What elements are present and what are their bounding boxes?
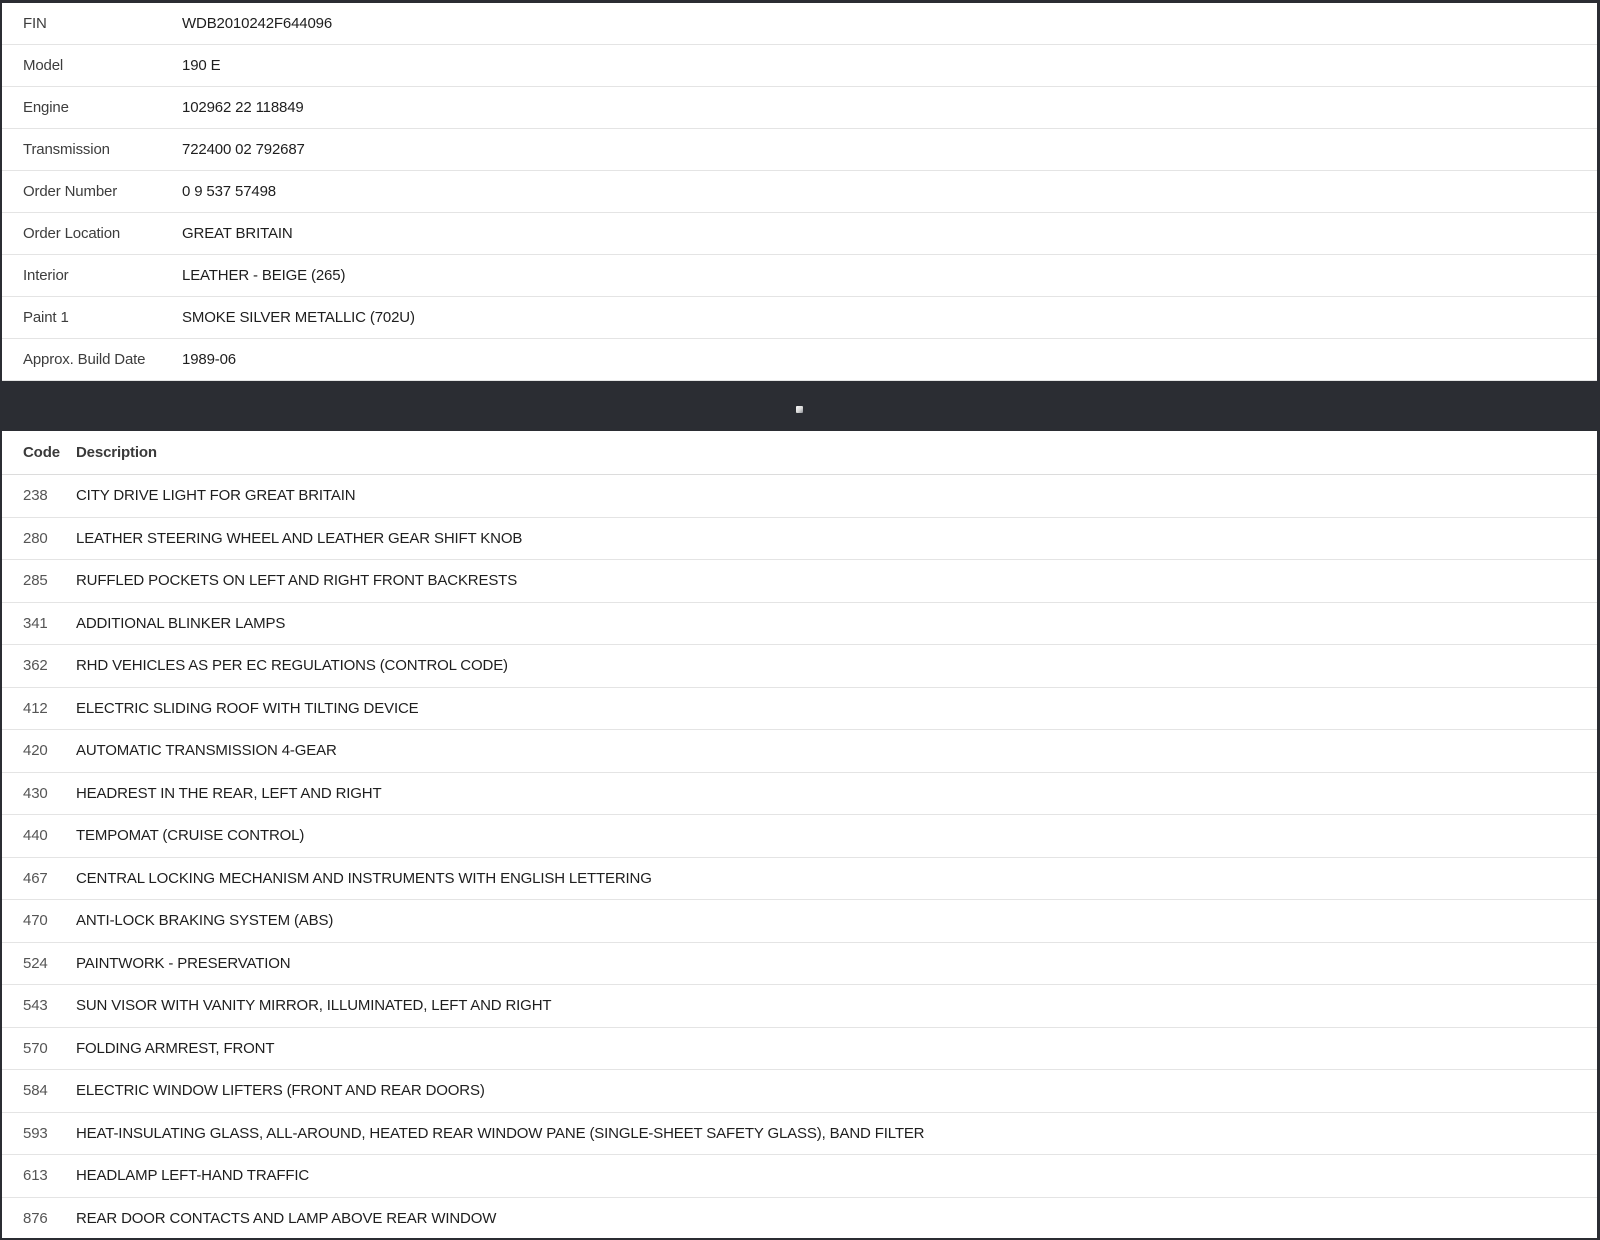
equipment-code-row	[2, 475, 1597, 518]
vehicle-info-row	[2, 87, 1597, 129]
code-cell: 238	[23, 487, 48, 505]
vehicle-info-value: 1989-06	[182, 351, 236, 368]
code-cell: 584	[23, 1082, 48, 1100]
image-placeholder-icon	[796, 406, 803, 413]
description-cell: TEMPOMAT (CRUISE CONTROL)	[76, 827, 305, 845]
code-cell: 570	[23, 1039, 48, 1057]
vehicle-info-value: WDB2010242F644096	[182, 15, 333, 32]
description-cell: ADDITIONAL BLINKER LAMPS	[76, 614, 286, 632]
vehicle-info-label: FIN	[23, 15, 47, 32]
vehicle-info-label: Transmission	[23, 141, 110, 158]
vehicle-info-value: LEATHER - BEIGE (265)	[182, 267, 346, 284]
equipment-code-row	[2, 985, 1597, 1028]
code-column-header: Code	[23, 444, 60, 461]
code-cell: 280	[23, 529, 48, 547]
description-cell: FOLDING ARMREST, FRONT	[76, 1039, 275, 1057]
vehicle-info-value: 722400 02 792687	[182, 141, 305, 158]
equipment-code-row	[2, 730, 1597, 773]
code-cell: 285	[23, 572, 48, 590]
codes-rows-container	[2, 475, 1597, 1240]
section-divider-bar	[2, 381, 1597, 431]
vehicle-info-row	[2, 213, 1597, 255]
description-cell: HEADLAMP LEFT-HAND TRAFFIC	[76, 1167, 310, 1185]
vehicle-info-label: Order Number	[23, 183, 118, 200]
description-cell: REAR DOOR CONTACTS AND LAMP ABOVE REAR WINDOW	[76, 1209, 497, 1227]
description-cell: HEAT-INSULATING GLASS, ALL-AROUND, HEATED REAR WINDOW PANE (SINGLE-SHEET SAFETY GLASS), BAND FILTER	[76, 1124, 925, 1142]
code-cell: 362	[23, 657, 48, 675]
equipment-code-row	[2, 858, 1597, 901]
vehicle-info-value: SMOKE SILVER METALLIC (702U)	[182, 309, 415, 326]
codes-header-row	[2, 431, 1597, 475]
code-cell: 420	[23, 742, 48, 760]
description-cell: SUN VISOR WITH VANITY MIRROR, ILLUMINATED, LEFT AND RIGHT	[76, 997, 552, 1015]
vehicle-info-row	[2, 339, 1597, 381]
equipment-code-row	[2, 773, 1597, 816]
code-cell: 412	[23, 699, 48, 717]
description-cell: ELECTRIC SLIDING ROOF WITH TILTING DEVICE	[76, 699, 419, 717]
vehicle-info-label: Interior	[23, 267, 69, 284]
vehicle-info-label: Paint 1	[23, 309, 69, 326]
equipment-code-row	[2, 1198, 1597, 1240]
code-cell: 467	[23, 869, 48, 887]
equipment-code-row	[2, 1113, 1597, 1156]
vehicle-info-row	[2, 129, 1597, 171]
description-cell: ANTI-LOCK BRAKING SYSTEM (ABS)	[76, 912, 334, 930]
vehicle-info-row	[2, 297, 1597, 339]
vehicle-info-row	[2, 255, 1597, 297]
description-cell: CITY DRIVE LIGHT FOR GREAT BRITAIN	[76, 487, 356, 505]
vehicle-info-label: Order Location	[23, 225, 121, 242]
vehicle-info-label: Model	[23, 57, 64, 74]
code-cell: 440	[23, 827, 48, 845]
vehicle-info-label: Approx. Build Date	[23, 351, 146, 368]
description-cell: HEADREST IN THE REAR, LEFT AND RIGHT	[76, 784, 382, 802]
code-cell: 524	[23, 954, 48, 972]
equipment-code-row	[2, 1070, 1597, 1113]
description-cell: ELECTRIC WINDOW LIFTERS (FRONT AND REAR DOORS)	[76, 1082, 485, 1100]
equipment-code-row	[2, 603, 1597, 646]
vehicle-info-label: Engine	[23, 99, 69, 116]
equipment-codes-table	[2, 431, 1597, 1240]
code-cell: 341	[23, 614, 48, 632]
equipment-code-row	[2, 900, 1597, 943]
code-cell: 430	[23, 784, 48, 802]
vehicle-info-table	[2, 3, 1597, 381]
description-cell: RHD VEHICLES AS PER EC REGULATIONS (CONTROL CODE)	[76, 657, 508, 675]
code-cell: 876	[23, 1209, 48, 1227]
description-cell: PAINTWORK - PRESERVATION	[76, 954, 291, 972]
vehicle-info-row	[2, 171, 1597, 213]
vehicle-info-value: GREAT BRITAIN	[182, 225, 293, 242]
description-cell: AUTOMATIC TRANSMISSION 4-GEAR	[76, 742, 337, 760]
vehicle-info-value: 102962 22 118849	[182, 99, 304, 116]
equipment-code-row	[2, 688, 1597, 731]
vehicle-info-value: 0 9 537 57498	[182, 183, 276, 200]
code-cell: 470	[23, 912, 48, 930]
equipment-code-row	[2, 815, 1597, 858]
equipment-code-row	[2, 645, 1597, 688]
code-cell: 543	[23, 997, 48, 1015]
description-cell: LEATHER STEERING WHEEL AND LEATHER GEAR SHIFT KNOB	[76, 529, 523, 547]
code-cell: 613	[23, 1167, 48, 1185]
equipment-code-row	[2, 1155, 1597, 1198]
vehicle-info-value: 190 E	[182, 57, 221, 74]
equipment-code-row	[2, 560, 1597, 603]
description-cell: RUFFLED POCKETS ON LEFT AND RIGHT FRONT BACKRESTS	[76, 572, 518, 590]
vehicle-info-row	[2, 3, 1597, 45]
description-cell: CENTRAL LOCKING MECHANISM AND INSTRUMENTS WITH ENGLISH LETTERING	[76, 869, 652, 887]
equipment-code-row	[2, 943, 1597, 986]
equipment-code-row	[2, 1028, 1597, 1071]
description-column-header: Description	[76, 444, 157, 461]
vehicle-info-row	[2, 45, 1597, 87]
equipment-code-row	[2, 518, 1597, 561]
code-cell: 593	[23, 1124, 48, 1142]
